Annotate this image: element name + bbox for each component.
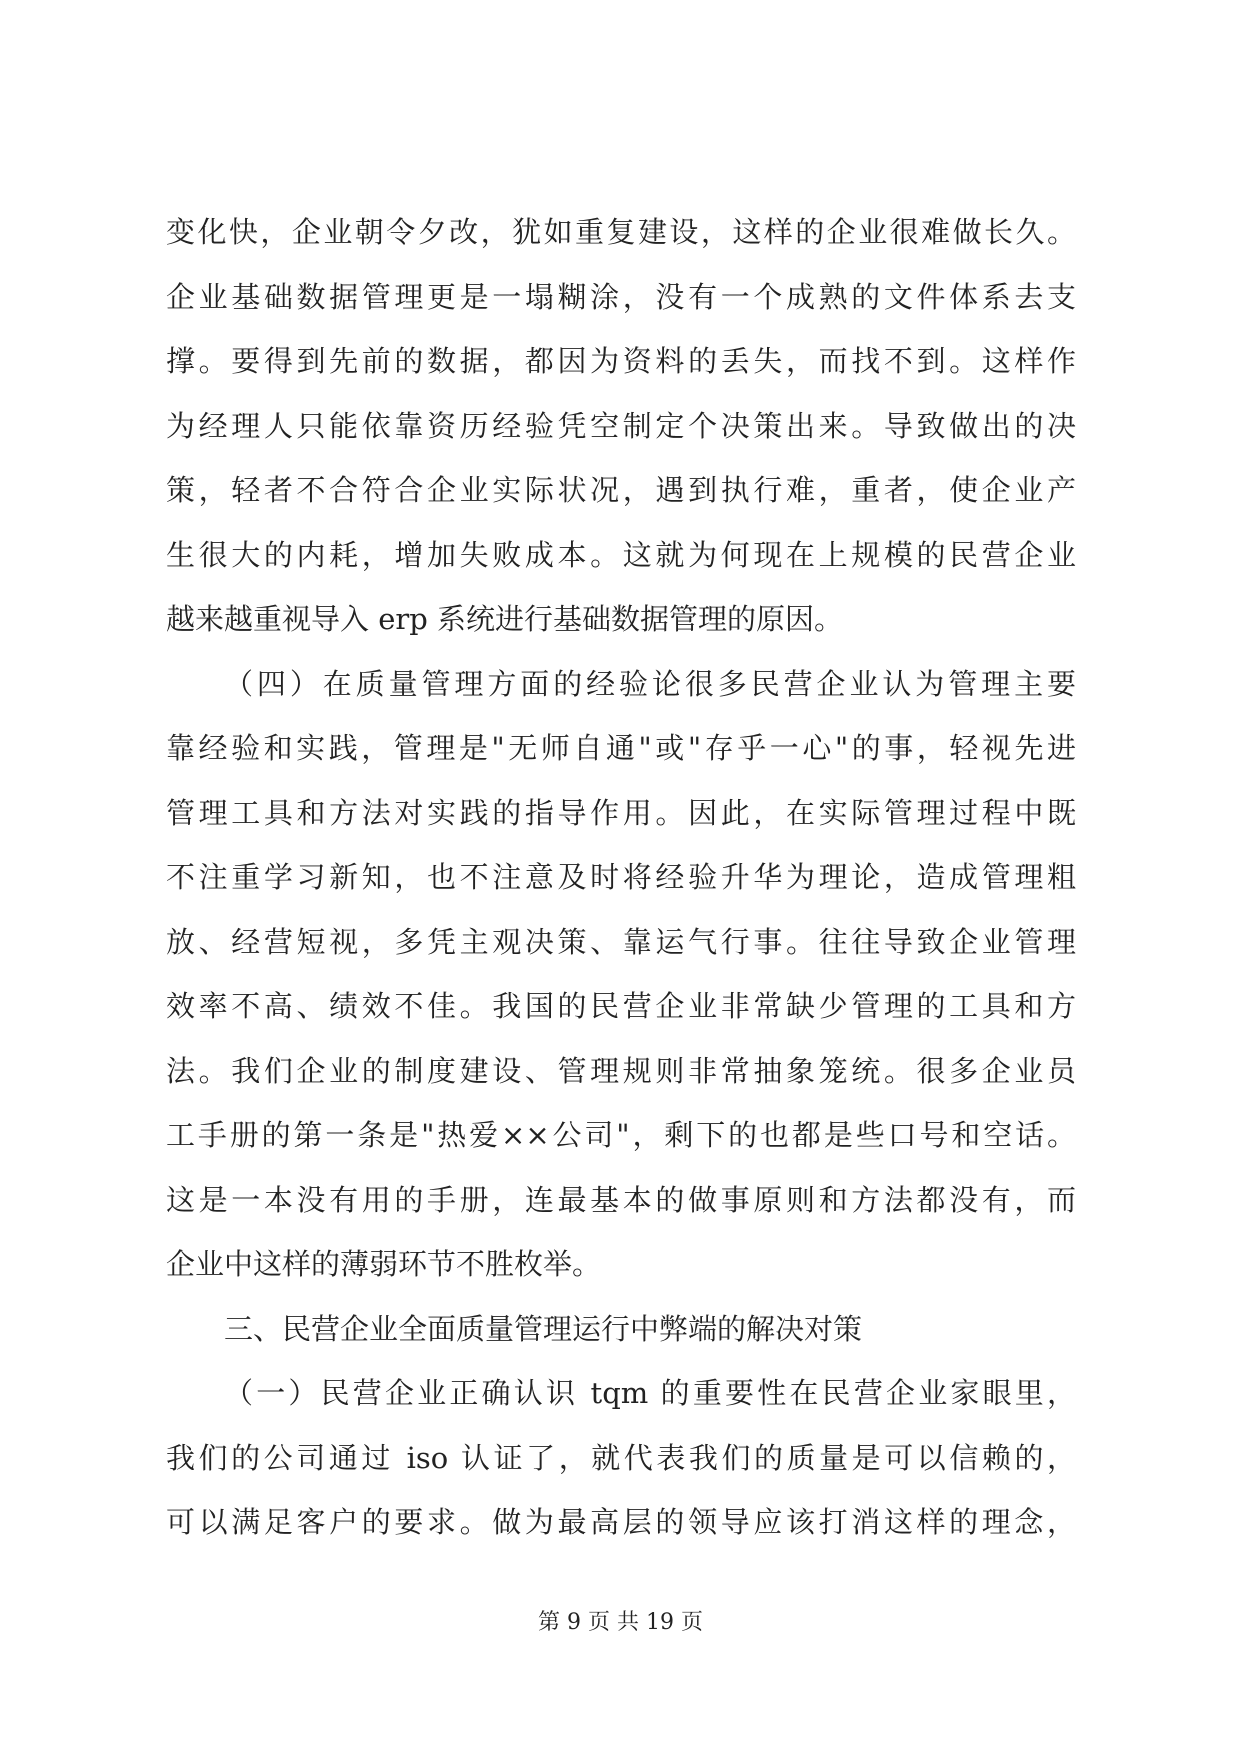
text-line: 不注重学习新知，也不注意及时将经验升华为理论，造成管理粗	[166, 860, 1076, 894]
body-text	[166, 200, 1076, 1555]
text-line: 企业基础数据管理更是一塌糊涂，没有一个成熟的文件体系去支	[166, 279, 1076, 314]
text-line: 撑。要得到先前的数据，都因为资料的丢失，而找不到。这样作	[166, 344, 1076, 378]
text-line: 放、经营短视，多凭主观决策、靠运气行事。往往导致企业管理	[166, 924, 1076, 959]
page-footer: 第 9 页 共 19 页	[538, 1610, 703, 1635]
text-line: 企业中这样的薄弱环节不胜枚举。	[166, 1247, 602, 1281]
text-line: 变化快，企业朝令夕改，犹如重复建设，这样的企业很难做长久。	[166, 215, 1076, 249]
text-line: 为经理人只能依靠资历经验凭空制定个决策出来。导致做出的决	[166, 408, 1076, 443]
text-line: 这是一本没有用的手册，连最基本的做事原则和方法都没有，而	[166, 1182, 1076, 1217]
text-line: （四）在质量管理方面的经验论很多民营企业认为管理主要	[224, 666, 1076, 701]
text-line: 策，轻者不合符合企业实际状况，遇到执行难，重者，使企业产	[166, 473, 1076, 507]
text-line: （一）民营企业正确认识 tqm 的重要性在民营企业家眼里，	[224, 1376, 1076, 1410]
text-line: 靠经验和实践，管理是"无师自通"或"存乎一心"的事，轻视先进	[166, 731, 1076, 765]
text-line: 三、民营企业全面质量管理运行中弊端的解决对策	[224, 1311, 863, 1346]
text-line: 管理工具和方法对实践的指导作用。因此，在实际管理过程中既	[166, 795, 1076, 830]
text-line: 法。我们企业的制度建设、管理规则非常抽象笼统。很多企业员	[166, 1053, 1076, 1088]
text-line: 效率不高、绩效不佳。我国的民营企业非常缺少管理的工具和方	[166, 989, 1076, 1023]
text-line: 我们的公司通过 iso 认证了，就代表我们的质量是可以信赖的，	[166, 1440, 1076, 1475]
text-line: 工手册的第一条是"热爱××公司"，剩下的也都是些口号和空话。	[166, 1118, 1076, 1152]
text-line: 越来越重视导入 erp 系统进行基础数据管理的原因。	[166, 602, 844, 636]
text-line: 生很大的内耗，增加失败成本。这就为何现在上规模的民营企业	[166, 537, 1076, 572]
text-line: 可以满足客户的要求。做为最高层的领导应该打消这样的理念，	[166, 1505, 1076, 1539]
